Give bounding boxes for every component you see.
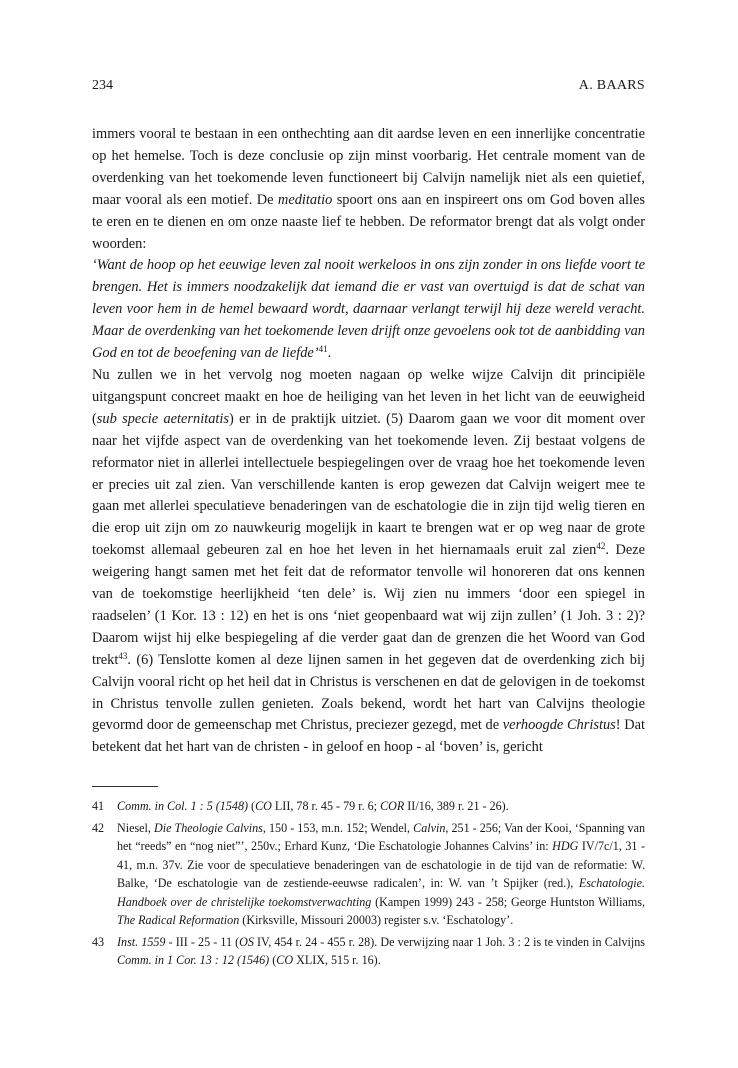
paragraph-2: Nu zullen we in het vervolg nog moeten nagaan op welke wijze Calvijn dit principiële uitgangspunt concreet maakt en hoe de heiliging van het leven in het licht van de eeuwigheid (sub specie aeternitatis) er in de praktijk uitziet. (5) Daarom gaan we voor dit moment over naar het vijfde aspect van de overdenking van het toekomende leven. Zij bestaat volgens de reformator niet in allerlei intellectuele bespiegelingen over de vraag hoe het toekomende leven er precies uit zal zien. Van verschillende kanten is erop gewezen dat Calvijn weigert mee te gaan met allerlei speculatieve benaderingen van de eschatologie die in zijn tijd welig tieren en die erop uit zijn om zo nauwkeurig mogelijk in kaart te brengen wat er op weg naar de grote toekomst allemaal gebeuren zal en hoe het leven in het hiernamaals eruit zal zien$^{42}$. Deze weigering hangt samen met het feit dat de reformator tenvolle wil honoreren dat ons kennen van de toekomstige heerlijkheid ‘ten dele’ is. Wij zien nu immers ‘door een spiegel in raadselen’ (1 Kor. 13 : 12) en het is ons ‘niet geopenbaard wat wij zijn zullen’ (1 Joh. 3 : 2)? Daarom wijst hij elke bespiegeling af die verder gaat dan de grenzen die het Woord van God trekt$^{43}$. (6) Tenslotte komen al deze lijnen samen in het gegeven dat de overdenking zich bij Calvijn vooral richt op het heil dat in Christus is verschenen en dat de gelovigen in de toekomst in Christus tenvolle zullen genieten. Zoals bekend, wordt het hart van Calvijns theologie gevormd door de gemeenschap met Christus, preciezer gezegd, met de verhoogde Christus! Dat betekent dat het hart van de christen - in geloof en hoop - al ‘boven’ is, gericht — [92, 366, 646, 756]
footnote-number: 41 — [92, 799, 105, 814]
body-text — [92, 124, 645, 759]
footnote-rule — [92, 786, 158, 787]
block-quote: ‘Want de hoop op het eeuwige leven zal nooit werkeloos in ons zijn zonder in ons liefde voort te brengen. Het is immers noodzakelijk dat iemand die er vast van overtuigd is dat de schat van leven voor hem in de hemel bewaard wordt, daarnaar verlangt terwijl hij deze wereld veracht. Maar de overdenking van het toekomende leven drijft onze gevoelens ook tot de aanbidding van God en tot de beoefening van de liefde’$^{41}$. — [92, 257, 645, 362]
footnote-42 — [92, 819, 645, 930]
footnote-ref-42[interactable]: 42 — [596, 541, 606, 552]
page — [92, 78, 645, 973]
footnote-text: Niesel, Die Theologie Calvins, 150 - 153, m.n. 152; Wendel, Calvin, 251 - 256; Van der Kooi, ‘Spanning van het “reeds” en “nog niet”’, 250v.; Erhard Kunz, ‘Die Eschatologie Johannes Calvins’ in: HDG IV/7c/1, 31 - 41, m.n. 37v. Zie voor de speculatieve benaderingen van de eschatologie in de tijd van de reformatie: W. Balke, ‘De eschatologie van de zestiende-eeuwse radicalen’, in: W. van ’t Spijker (red.), Eschatologie. Handboek over de christelijke toekomstverwachting (Kampen 1999) 243 - 258; George Huntston Williams, The Radical Reformation (Kirksville, Missouri 20003) register s.v. ‘Eschatology’. — [117, 820, 645, 928]
paragraph-1: immers vooral te bestaan in een onthechting aan dit aardse leven en een innerlijke concentratie op het hemelse. Toch is deze conclusie op zijn minst voorbarig. Het centrale moment van de overdenking van het toekomende leven functioneert bij Calvijn namelijk niet als een quietief, maar vooral als een motief. De meditatio spoort ons aan en inspireert ons om God boven alles te eren en te dienen en om onze naaste lief te hebben. De reformator brengt dat als volgt onder woorden: — [92, 126, 645, 252]
page-number: 234 — [92, 78, 113, 93]
footnote-number: 43 — [92, 934, 105, 949]
quote-text: ‘Want de hoop op het eeuwige leven zal nooit werkeloos in ons zijn zonder in ons liefde voort te brengen. Het is immers noodzakelijk dat iemand die er vast van overtuigd is dat de schat van leven voor hem in de hemel bewaard wordt, daarnaar verlangt terwijl hij deze wereld veracht. Maar de overdenking van het toekomende leven drijft onze gevoelens ook tot de aanbidding van God en tot de beoefening van de liefde’ — [92, 257, 645, 362]
footnote-ref-41[interactable]: 41 — [318, 344, 328, 355]
footnote-text: Comm. in Col. 1 : 5 (1548) (CO LII, 78 r. 45 - 79 r. 6; COR II/16, 389 r. 21 - 26). — [117, 799, 509, 814]
footnote-41 — [92, 797, 645, 816]
footnote-43 — [92, 933, 645, 970]
footnotes — [92, 797, 645, 970]
page-header — [92, 78, 645, 100]
running-head: A. BAARS — [578, 78, 645, 93]
footnote-text: Inst. 1559 - III - 25 - 11 (OS IV, 454 r. 24 - 455 r. 28). De verwijzing naar 1 Joh. 3 : 2 is te vinden in Calvijns Comm. in 1 Cor. 13 : 12 (1546) (CO XLIX, 515 r. 16). — [117, 934, 646, 968]
footnote-number: 42 — [92, 820, 105, 835]
footnote-ref-43[interactable]: 43 — [118, 650, 128, 661]
